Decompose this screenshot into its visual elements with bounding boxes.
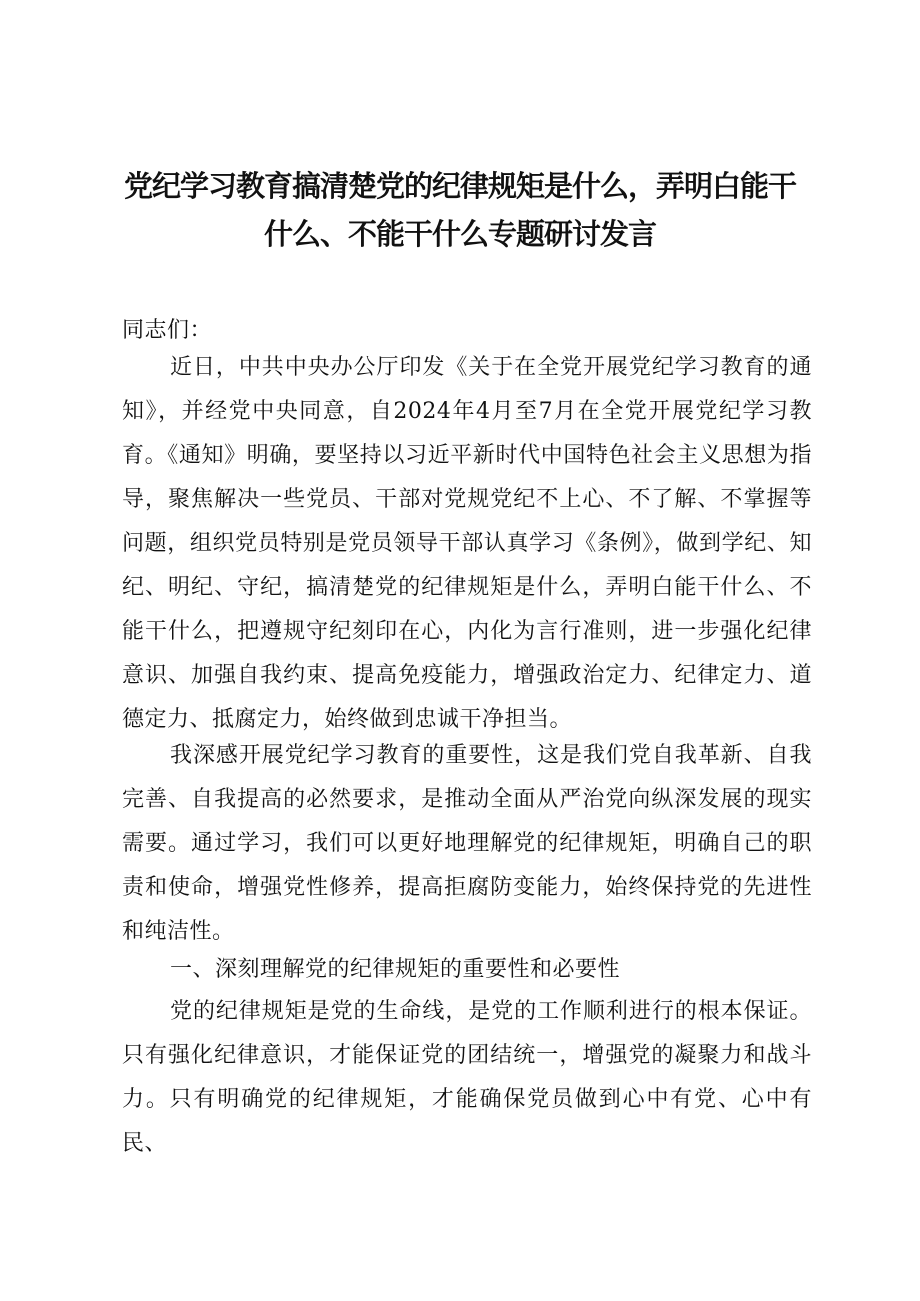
paragraph-importance: 我深感开展党纪学习教育的重要性，这是我们党自我革新、自我完善、自我提高的必然要求，是推动全面从严治党向纵深发展的现实需要。通过学习，我们可以更好地理解党的纪律规矩，明确自己的职责和使命，增强党性修养，提高拒腐防变能力，始终保持党的先进性和纯洁性。 bbox=[122, 743, 812, 944]
section-heading-1: 一、深刻理解党的纪律规矩的重要性和必要性 bbox=[170, 957, 621, 982]
title-line-1: 党纪学习教育搞清楚党的纪律规矩是什么，弄明白能干 bbox=[123, 169, 796, 203]
paragraph-intro: 近日，中共中央办公厅印发《关于在全党开展党纪学习教育的通知》，并经党中央同意，自2024年4月至7月在全党开展党纪学习教育。《通知》明确，要坚持以习近平新时代中国特色社会主义思想为指导，聚焦解决一些党员、干部对党规党纪不上心、不了解、不掌握等问题，组织党员特别是党员领导干部认真学习《条例》，做到学纪、知纪、明纪、守纪，搞清楚党的纪律规矩是什么，弄明白能干什么、不能干什么，把遵规守纪刻印在心，内化为言行准则，进一步强化纪律意识、加强自我约束、提高免疫能力，增强政治定力、纪律定力、道德定力、抵腐定力，始终做到忠诚干净担当。 bbox=[122, 355, 812, 732]
paragraph-section-1: 党的纪律规矩是党的生命线，是党的工作顺利进行的根本保证。只有强化纪律意识，才能保证党的团结统一，增强党的凝聚力和战斗力。只有明确党的纪律规矩，才能确保党员做到心中有党、心中有民、 bbox=[122, 999, 812, 1156]
document-title bbox=[110, 162, 810, 258]
title-line-2: 什么、不能干什么专题研讨发言 bbox=[263, 217, 656, 251]
salutation: 同志们： bbox=[122, 318, 213, 343]
